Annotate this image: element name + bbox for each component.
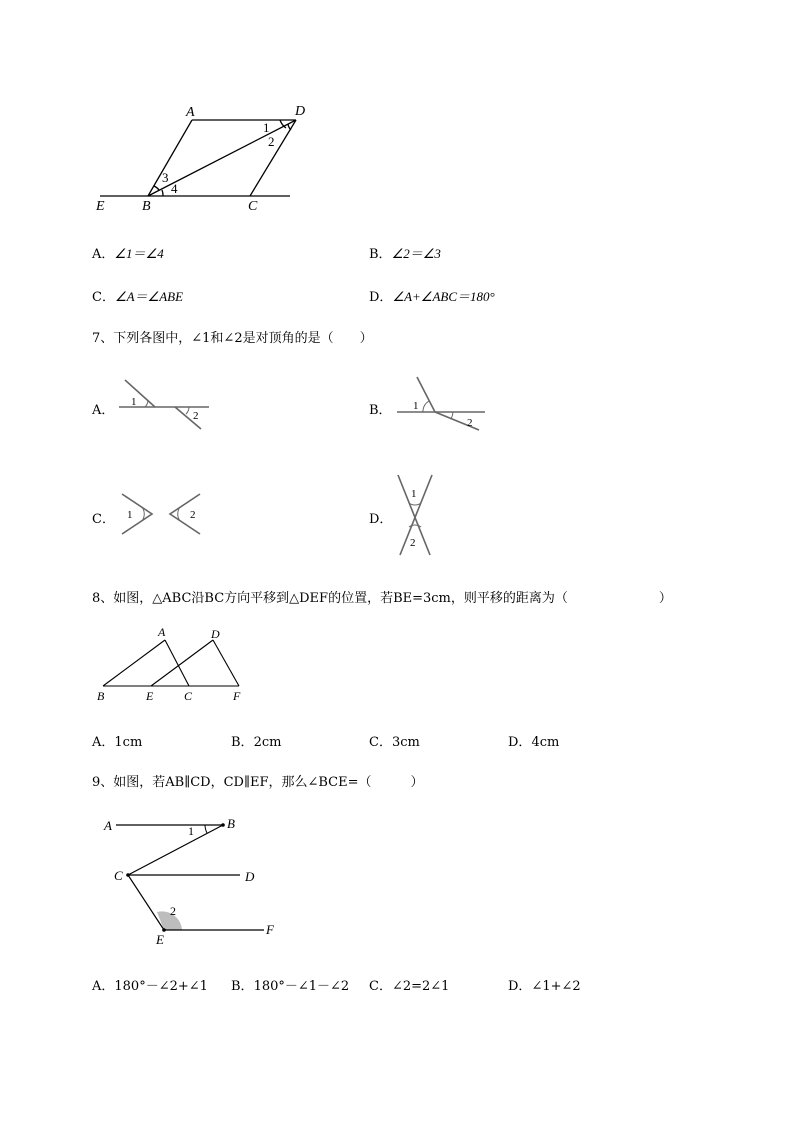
- q9-option-d: [508, 975, 581, 994]
- q7-stem: 7、下列各图中，∠1和∠2是对顶角的是（ ）: [92, 331, 373, 346]
- q7-figure-a: [115, 375, 215, 435]
- angle-arc-3: [154, 186, 159, 190]
- label-A: A: [158, 625, 166, 639]
- option-text: ∠1+∠2: [531, 979, 581, 994]
- option-text: 180°－∠1－∠2: [253, 979, 350, 994]
- option-letter: B．: [231, 979, 254, 994]
- option-letter: C．: [369, 735, 392, 750]
- q9-option-a: [92, 975, 208, 994]
- option-text: ∠A＝∠ABE: [114, 289, 184, 304]
- option-letter: A．: [92, 979, 115, 994]
- option-letter: B．: [231, 735, 254, 750]
- angle-label-1: 1: [263, 120, 270, 135]
- label-E: E: [156, 932, 164, 947]
- angle-label-2: 2: [467, 417, 473, 429]
- q6-parallelogram-figure: [90, 100, 330, 214]
- option-letter: D．: [508, 735, 532, 750]
- q7-figure-b: [393, 372, 493, 432]
- q8-option-a: [92, 731, 142, 750]
- q7-option-a-letter: A．: [92, 403, 115, 418]
- q6-option-b: [369, 243, 441, 262]
- option-text: 180°－∠2+∠1: [114, 979, 208, 994]
- label-E: E: [96, 199, 105, 214]
- angle-label-4: 4: [171, 181, 178, 196]
- q9-parallel-lines-figure: [100, 812, 300, 947]
- angle-label-2: 2: [268, 134, 275, 149]
- option-text: 1cm: [114, 735, 143, 750]
- option-text: 3cm: [391, 735, 420, 750]
- q6-option-d: [369, 286, 495, 305]
- angle-arc-4: [162, 190, 163, 196]
- angle-label-2: 2: [170, 904, 176, 918]
- q6-option-a: [92, 243, 164, 262]
- option-letter: B．: [369, 247, 392, 262]
- option-letter: C．: [369, 979, 392, 994]
- q7-figure-d: [392, 471, 442, 561]
- option-letter: D．: [369, 290, 393, 305]
- option-text: ∠1＝∠4: [114, 246, 164, 261]
- q8-translation-figure: [95, 626, 255, 706]
- option-text: ∠A+∠ABC＝180°: [392, 289, 495, 304]
- label-B: B: [97, 689, 105, 703]
- angle-arc-2: [288, 124, 291, 130]
- angle-label-1: 1: [413, 400, 419, 412]
- q9-option-b: [231, 975, 349, 994]
- label-D: D: [245, 869, 255, 884]
- label-B: B: [227, 816, 235, 831]
- option-text: ∠2=2∠1: [391, 979, 450, 994]
- option-text: ∠2＝∠3: [391, 246, 441, 261]
- q6-option-c: [92, 286, 183, 305]
- q7-figure-c: [118, 490, 218, 540]
- label-D: D: [211, 627, 220, 641]
- angle-label-2: 2: [193, 410, 199, 422]
- option-text: 4cm: [531, 735, 560, 750]
- label-C: C: [184, 689, 193, 703]
- q8-option-d: [508, 731, 559, 750]
- angle-label-1: 1: [127, 509, 133, 521]
- q8-stem: 8、如图，△ABC沿BC方向平移到△DEF的位置，若BE=3cm，则平移的距离为（ ）: [92, 591, 672, 606]
- angle-label-1: 1: [188, 824, 194, 838]
- q7-option-b-letter: B．: [369, 403, 392, 418]
- angle-label-1: 1: [131, 396, 137, 408]
- q7-option-d-letter: D．: [369, 512, 393, 527]
- label-D: D: [295, 104, 306, 119]
- angle-label-2: 2: [410, 537, 416, 549]
- angle-label-2: 2: [190, 509, 196, 521]
- option-text: 2cm: [253, 735, 282, 750]
- option-letter: C．: [92, 290, 115, 305]
- label-A: A: [104, 818, 112, 833]
- q8-option-c: [369, 731, 420, 750]
- label-F: F: [233, 689, 241, 703]
- q8-option-b: [231, 731, 281, 750]
- label-F: F: [266, 922, 274, 937]
- angle-label-3: 3: [162, 170, 169, 185]
- option-letter: A．: [92, 735, 115, 750]
- angle-label-1: 1: [411, 488, 417, 500]
- label-A: A: [186, 105, 195, 120]
- label-E: E: [146, 689, 154, 703]
- label-C: C: [248, 199, 258, 214]
- option-letter: D．: [508, 979, 532, 994]
- label-C: C: [114, 868, 123, 883]
- q9-option-c: [369, 975, 449, 994]
- q7-option-c-letter: C．: [92, 512, 115, 527]
- q9-stem: 9、如图，若AB∥CD，CD∥EF，那么∠BCE=（ ）: [92, 775, 424, 790]
- label-B: B: [142, 199, 151, 214]
- option-letter: A．: [92, 247, 115, 262]
